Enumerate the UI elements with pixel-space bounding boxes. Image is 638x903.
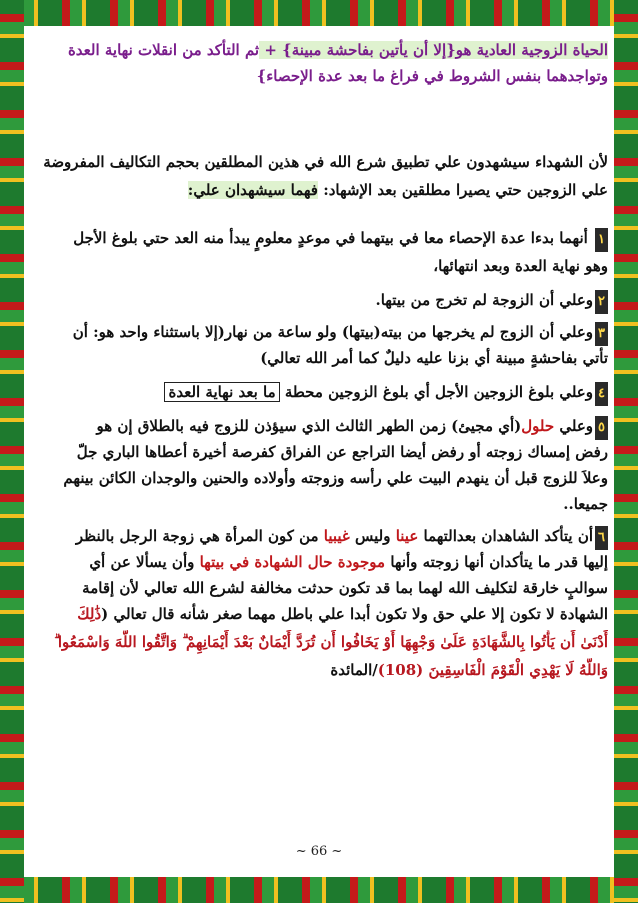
text-segment: لأن الشهداء سيشهدون علي تطبيق شرع الله في هذين المطلقين بحجم التكاليف المفروضة (43, 153, 608, 171)
text-segment: وتواجدهما بنفس الشروط في فراغ ما بعد عدة الإحصاء} (256, 67, 608, 85)
text-line (30, 226, 608, 252)
text-segment: وهو نهاية العدة وبعد انتهائها، (433, 257, 608, 275)
text-segment: موجودة حال الشهادة في بيتها (199, 553, 386, 571)
list-number-badge: ٢ (595, 290, 608, 314)
decorative-border-bottom (0, 877, 638, 903)
text-segment: علي الزوجين حتي يصيرا مطلقين بعد الإشهاد: (317, 181, 608, 199)
text-segment: ثم التأكد من انقلات نهاية العدة (67, 41, 260, 59)
text-line (30, 150, 608, 174)
page-number: ~ 66 ~ (295, 844, 343, 859)
text-segment: أن يتأكد الشاهدان بعدالتهما (418, 527, 594, 545)
text-line (30, 414, 608, 440)
text-segment: وعلي بلوغ الزوجين الأجل أي بلوغ الزوجين محطة (279, 383, 594, 401)
text-line (30, 64, 608, 88)
text-segment: سوالبٍ خارقة لتكليف الله لهما بما قد تكون حدثت مخالفة لشرع الله تعالي لأن إقامة (82, 579, 608, 597)
text-segment: وعلي (554, 417, 594, 435)
text-segment: من كون المرأة هي زوجة الرجل بالنظر (75, 527, 324, 545)
text-line (30, 380, 608, 406)
text-segment: غيبيا (323, 527, 350, 545)
text-line (30, 178, 608, 202)
text-segment: /المائدة (330, 661, 378, 679)
text-segment: جميعا.. (563, 495, 608, 513)
text-line (30, 288, 608, 314)
text-segment: الشهادة لا تكون إلا علي حق ولا تكون أبدا علي باطل مهما صغر شأنه قال تعالي ( (101, 605, 608, 623)
text-line (30, 524, 608, 550)
text-line (30, 440, 608, 464)
text-segment: وعلي أن الزوجة لم تخرج من بيتها. (375, 291, 594, 309)
list-number-badge: ٣ (595, 322, 608, 346)
text-line (30, 38, 608, 62)
decorative-border-right (614, 0, 638, 903)
text-segment: أنهما بدءا عدة الإحصاء معا في بيتهما في موعدٍ معلومٍ يبدأ منه العد حتي بلوغ الأجل (73, 229, 594, 247)
text-line (30, 466, 608, 490)
text-segment: وعلاَ للزوج قبل أن ينهدم البيت علي رأسه وزوجته وأولاده والحنين والوجدان الكائن بينهم (63, 469, 608, 487)
text-segment: فهما سيشهدان علي: (187, 181, 318, 199)
text-line (30, 602, 608, 626)
text-segment: وليس (349, 527, 396, 545)
list-number-badge: ١ (595, 228, 608, 252)
list-number-badge: ٦ (595, 526, 608, 550)
text-segment: تأتي بفاحشةٍ مبينة أي بزنا عليه دليلٌ كما أمر الله تعالي) (260, 349, 608, 367)
text-segment: أَدْنَىٰ أَن يَأْتُوا بِالشَّهَادَةِ عَلَىٰ وَجْهِهَا أَوْ يَخَافُوا أَن تُرَدَّ أَيْمَانٌ بَعْدَ أَيْمَانِهِمْ ۗ وَاتَّقُوا اللَّهَ وَاسْمَعُوا ۗ (54, 633, 608, 651)
text-segment: الحياة الزوجية العادية هو{إلا أن يأتين بفاحشة مبينة} + (259, 41, 608, 59)
text-line (30, 346, 608, 370)
text-line (30, 320, 608, 346)
list-number-badge: ٥ (595, 416, 608, 440)
text-line (30, 630, 608, 654)
decorative-border-top (0, 0, 638, 26)
text-segment: وَاللَّهُ لَا يَهْدِي الْقَوْمَ الْفَاسِقِينَ (108) (377, 661, 608, 679)
list-number-badge: ٤ (595, 382, 608, 406)
text-line (30, 550, 608, 574)
text-line (30, 658, 608, 682)
text-line (30, 254, 608, 278)
document-page (30, 30, 608, 873)
text-segment: إليها قدر ما يتأكدان أنها زوجته وأنها (385, 553, 608, 571)
text-line (30, 576, 608, 600)
text-segment: (أي مجيئ) زمن الطهر الثالث الذي سيؤذن للزوج فيه بالطلاق إن هو (96, 417, 522, 435)
text-line (30, 492, 608, 516)
text-segment: عينا (395, 527, 419, 545)
text-segment: وعلي أن الزوج لم يخرجها من بيته(بيتها) ولو ساعة من نهار(إلا باستثناء واحد هو: أن (72, 323, 594, 341)
decorative-border-left (0, 0, 24, 903)
text-segment: رفض إمساك زوجته أو رفض أيضا التراجع عن الفراق كفرصة أخيرة أعطاها الباري جلّ (76, 443, 608, 461)
text-segment: حلول (521, 417, 555, 435)
text-segment: ما بعد نهاية العدة (164, 382, 279, 402)
text-segment: ذَٰلِكَ (77, 605, 102, 623)
text-segment: وأن يسألا عن أي (89, 553, 200, 571)
